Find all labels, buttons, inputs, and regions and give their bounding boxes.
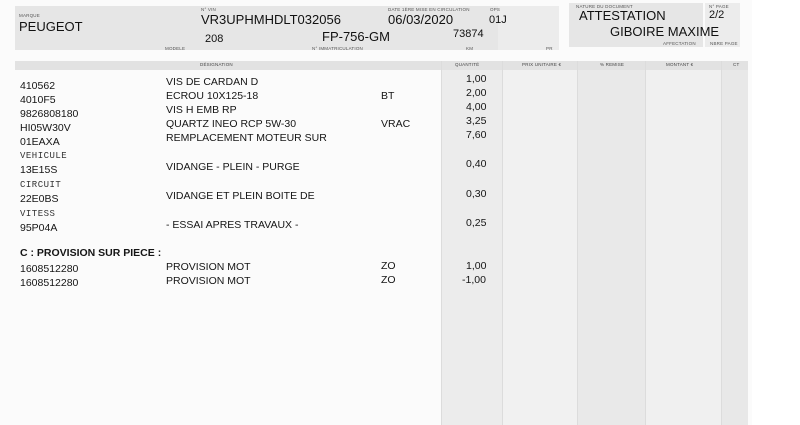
ct-column-shade — [721, 70, 748, 425]
column-divider — [577, 61, 578, 425]
pr-box — [498, 6, 559, 50]
column-divider — [441, 61, 442, 425]
km-label: KM — [466, 46, 474, 51]
remise-column-shade — [577, 70, 645, 425]
vin-value: VR3UPHMHDLT032056 — [201, 12, 341, 27]
provision-quantity: 1,00 — [466, 260, 487, 272]
nature-label: NATURE DU DOCUMENT — [576, 4, 633, 9]
row-designation: ECROU 10X125-18 — [166, 90, 259, 102]
montant-column-shade — [645, 70, 721, 425]
nature-value: ATTESTATION — [579, 8, 666, 23]
row-ref: 01EAXA — [20, 136, 60, 148]
immat-value: FP-756-GM — [322, 29, 390, 44]
prix-column-shade — [502, 70, 577, 425]
km-value: 73874 — [453, 28, 484, 40]
row-unit: BT — [381, 90, 395, 102]
group-ref: 95P04A — [20, 222, 58, 234]
row-designation: REMPLACEMENT MOTEUR SUR — [166, 132, 327, 144]
ct-header: CT — [733, 62, 740, 67]
group-designation: - ESSAI APRES TRAVAUX - — [166, 219, 299, 231]
prix-header: PRIX UNITAIRE € — [522, 62, 562, 67]
row-ref: 410562 — [20, 80, 56, 92]
provision-ref: 1608512280 — [20, 263, 79, 275]
group-designation: VIDANGE ET PLEIN BOITE DE — [166, 190, 315, 202]
row-unit: VRAC — [381, 118, 411, 130]
group-ref: 13E15S — [20, 164, 58, 176]
row-quantity: 7,60 — [466, 129, 487, 141]
remise-header: % REMISE — [600, 62, 625, 67]
marque-value: PEUGEOT — [19, 19, 83, 34]
table-header-bar — [15, 61, 748, 70]
provision-designation: PROVISION MOT — [166, 275, 251, 287]
provision-ref: 1608512280 — [20, 277, 79, 289]
column-divider — [721, 61, 722, 425]
affectation-value: GIBOIRE MAXIME — [610, 24, 720, 39]
page-margin — [752, 0, 800, 425]
date-label: DATE 1ÈRE MISE EN CIRCULATION — [388, 7, 470, 12]
row-quantity: 4,00 — [466, 101, 487, 113]
column-divider — [502, 61, 503, 425]
designation-header: DÉSIGNATION — [200, 62, 233, 67]
vin-label: N° VIN — [201, 7, 217, 12]
group-ref: 22E0BS — [20, 193, 59, 205]
row-quantity: 1,00 — [466, 73, 487, 85]
affectation-label: AFFECTATION — [663, 41, 696, 46]
group-tag: CIRCUIT — [20, 180, 62, 190]
group-quantity: 0,40 — [466, 158, 487, 170]
provision-title: C : PROVISION SUR PIECE : — [20, 247, 162, 259]
modele-value: 208 — [205, 33, 224, 45]
provision-unit: ZO — [381, 274, 396, 286]
row-designation: VIS H EMB RP — [166, 104, 237, 116]
group-tag: VITESS — [20, 209, 56, 219]
pr-label: PR — [546, 46, 553, 51]
group-designation: VIDANGE - PLEIN - PURGE — [166, 161, 300, 173]
row-designation: QUARTZ INEO RCP 5W-30 — [166, 118, 297, 130]
provision-quantity: -1,00 — [462, 274, 486, 286]
group-quantity: 0,25 — [466, 217, 487, 229]
provision-unit: ZO — [381, 260, 396, 272]
row-designation: VIS DE CARDAN D — [166, 76, 259, 88]
marque-label: MARQUE — [19, 13, 40, 18]
column-divider — [645, 61, 646, 425]
row-quantity: 2,00 — [466, 87, 487, 99]
provision-designation: PROVISION MOT — [166, 261, 251, 273]
date-value: 06/03/2020 — [388, 12, 454, 27]
immat-label: N° IMMATRICULATION — [312, 46, 363, 51]
row-quantity: 3,25 — [466, 115, 487, 127]
group-tag: VEHICULE — [20, 151, 68, 161]
row-ref: 4010F5 — [20, 94, 56, 106]
quantite-header: QUANTITÉ — [455, 62, 480, 67]
ops-label: OPS — [490, 7, 501, 12]
montant-header: MONTANT € — [666, 62, 694, 67]
modele-label: MODELE — [165, 46, 186, 51]
row-ref: 9826808180 — [20, 108, 79, 120]
ops-value: 01J — [489, 14, 507, 26]
group-quantity: 0,30 — [466, 188, 487, 200]
row-ref: HI05W30V — [20, 122, 71, 134]
page-count-label: NBRE PAGE — [710, 41, 738, 46]
page-label: N° PAGE — [709, 4, 729, 9]
page-value: 2/2 — [709, 9, 725, 21]
